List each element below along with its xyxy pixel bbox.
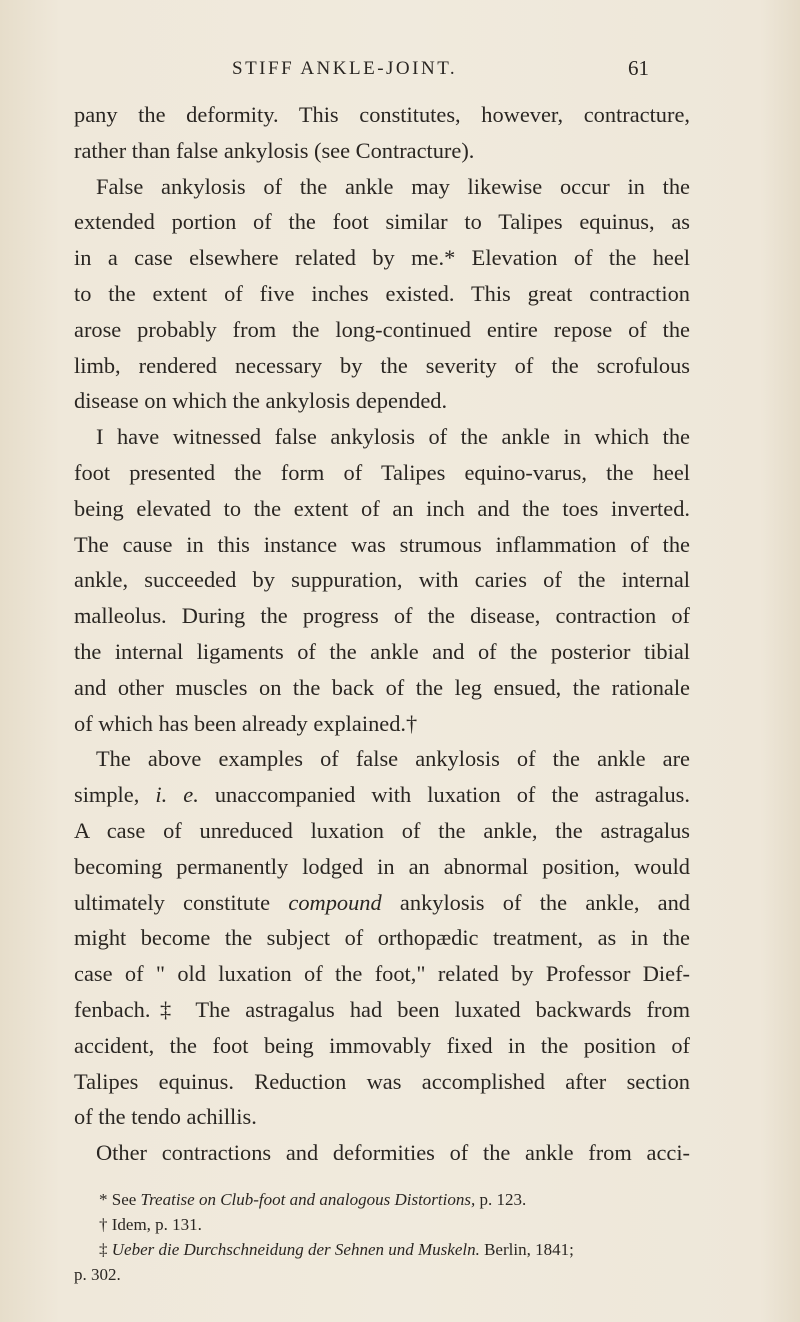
text-line (74, 777, 690, 813)
text-line: ankle, succeeded by suppuration, with caries of the internal (74, 567, 690, 593)
footnote-text: p. 123. (479, 1190, 527, 1209)
footnotes (74, 1187, 690, 1287)
text-line: The above examples of false ankylosis of the ankle are (96, 746, 690, 772)
text-line: rather than false ankylosis (see Contracture). (74, 137, 475, 163)
text-fragment: simple, (74, 782, 156, 808)
footnote-marker: ‡ (99, 1240, 108, 1259)
text-line: of which has been already explained.† (74, 710, 418, 736)
text-line: limb, rendered necessary by the severity of the scrofulous (74, 352, 690, 378)
text-line: becoming permanently lodged in an abnormal position, would (74, 853, 690, 879)
text-line: Other contractions and deformities of the ankle from acci- (96, 1140, 690, 1166)
text-line: malleolus. During the progress of the disease, contraction of (74, 603, 690, 629)
italic-ie: i. e. (155, 782, 199, 808)
footnote-text: See (111, 1190, 137, 1209)
text-line: to the extent of five inches existed. This great contraction (74, 280, 690, 306)
text-line: The cause in this instance was strumous inflammation of the (74, 531, 690, 557)
footnote-2: † Idem, p. 131. (99, 1215, 202, 1234)
text-line: False ankylosis of the ankle may likewise occur in the (96, 173, 690, 199)
text-line: pany the deformity. This constitutes, however, contracture, (74, 102, 690, 127)
footnote-text: Berlin, 1841; (484, 1240, 574, 1259)
text-line: foot presented the form of Talipes equino-varus, the heel (74, 459, 690, 485)
footnote-title: Ueber die Durchschneidung der Sehnen und Muskeln. (111, 1240, 480, 1259)
text-line: A case of unreduced luxation of the ankle, the astragalus (74, 817, 690, 843)
text-line: fenbach.‡ The astragalus had been luxated backwards from (74, 996, 690, 1022)
text-line: in a case elsewhere related by me.* Elevation of the heel (74, 245, 690, 271)
text-line: case of " old luxation of the foot," related by Professor Dief- (74, 961, 690, 987)
text-line: and other muscles on the back of the leg ensued, the rationale (74, 674, 690, 700)
footnote-title: Treatise on Club-foot and analogous Distortions, (140, 1190, 476, 1209)
footnote-1 (74, 1187, 690, 1212)
page-number: 61 (628, 56, 649, 80)
text-line: arose probably from the long-continued entire repose of the (74, 316, 690, 342)
text-line (74, 885, 690, 921)
italic-compound: compound (288, 889, 382, 915)
text-line: disease on which the ankylosis depended. (74, 388, 448, 414)
text-line: being elevated to the extent of an inch and the toes inverted. (74, 495, 690, 521)
footnote-3-continued: p. 302. (74, 1265, 121, 1284)
text-line: might become the subject of orthopædic treatment, as in the (74, 925, 690, 951)
text-line: Talipes equinus. Reduction was accomplished after section (74, 1068, 690, 1094)
running-head-title: STIFF ANKLE-JOINT. (232, 58, 458, 79)
body-text (74, 97, 690, 1171)
text-line: accident, the foot being immovably fixed in the position of (74, 1032, 690, 1058)
text-fragment: unaccompanied with luxation of the astragalus. (198, 782, 690, 808)
text-line: extended portion of the foot similar to Talipes equinus, as (74, 209, 690, 235)
footnote-3 (74, 1237, 690, 1262)
text-line: the internal ligaments of the ankle and of the posterior tibial (74, 638, 690, 664)
text-fragment: ultimately constitute (74, 889, 289, 915)
text-fragment: ankylosis of the ankle, and (381, 889, 691, 915)
footnote-marker: * (99, 1190, 108, 1209)
text-line: of the tendo achillis. (74, 1104, 257, 1130)
text-line: I have witnessed false ankylosis of the ankle in which the (96, 424, 690, 450)
